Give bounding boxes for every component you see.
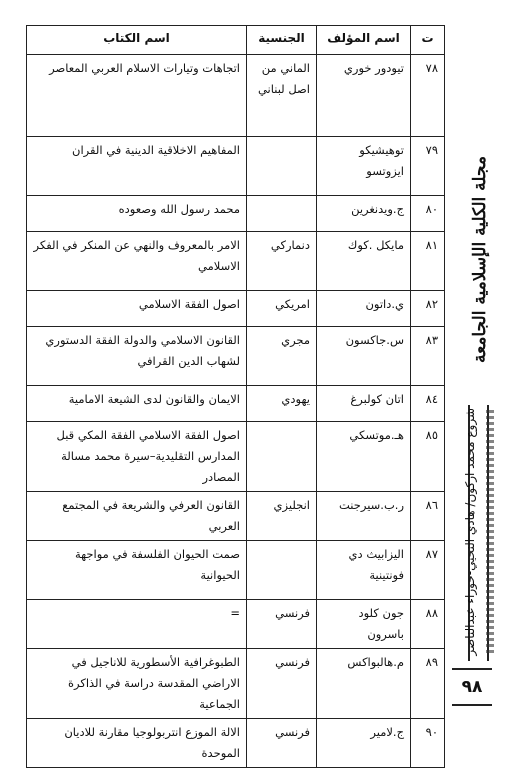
table-row [27,327,445,386]
header-nationality: الجنسية [247,26,317,55]
row-nationality: انجليزي [247,492,317,541]
table-row [27,55,445,137]
row-number: ٨٨ [411,600,445,649]
header-title: اسم الكتاب [27,26,247,55]
row-author: ج.لامير [317,719,411,768]
row-author: تيودور خوري [317,55,411,137]
table-row [27,196,445,232]
row-nationality [247,541,317,600]
row-number: ٨٥ [411,422,445,492]
row-title: القانون الاسلامي والدولة الفقة الدستوري لشهاب الدين القرافي [27,327,247,386]
table-row [27,386,445,422]
row-number: ٨٧ [411,541,445,600]
row-nationality: دنماركي [247,232,317,291]
row-author: مايكل .كوك [317,232,411,291]
row-nationality [247,196,317,232]
row-title: اصول الفقة الاسلامي الفقة المكي قبل المدارس التقليدية–سيرة محمد مسالة المصادر [27,422,247,492]
table-row [27,232,445,291]
row-author: ي.داتون [317,291,411,327]
row-author: اليزابيث دي فونتينية [317,541,411,600]
table-row [27,492,445,541]
table-row [27,649,445,719]
table-row [27,719,445,768]
running-head-text: شروع محمد اركون/ هادي النحيي-حوراء عبدالناصر [463,408,477,656]
row-nationality: مجري [247,327,317,386]
decorative-border [486,410,494,654]
header-author: اسم المؤلف [317,26,411,55]
table-header-row [27,26,445,55]
row-title: صمت الحيوان الفلسفة في مواجهة الحيوانية [27,541,247,600]
row-nationality: فرنسي [247,649,317,719]
row-title: = [27,600,247,649]
row-nationality: يهودي [247,386,317,422]
row-number: ٧٩ [411,137,445,196]
row-title: محمد رسول الله وصعوده [27,196,247,232]
row-nationality [247,422,317,492]
table-row [27,137,445,196]
row-author: جون كلود باسرون [317,600,411,649]
row-author: اتان كولبرغ [317,386,411,422]
row-title: الامر بالمعروف والنهي عن المنكر في الفكر الاسلامي [27,232,247,291]
row-nationality: فرنسي [247,600,317,649]
books-table [26,25,445,768]
row-nationality: فرنسي [247,719,317,768]
row-number: ٩٠ [411,719,445,768]
row-nationality: امريكي [247,291,317,327]
row-title: القانون العرفي والشريعة في المجتمع العربي [27,492,247,541]
row-number: ٨٦ [411,492,445,541]
row-number: ٧٨ [411,55,445,137]
row-author: س.جاكسون [317,327,411,386]
running-head [450,410,490,654]
table-row [27,291,445,327]
row-title: الالة الموزع انتربولوجيا مقارنة للاديان الموحدة [27,719,247,768]
row-author: هـ.موتسكي [317,422,411,492]
row-nationality: الماني من اصل لبناني [247,55,317,137]
row-number: ٨٠ [411,196,445,232]
row-author: م.هالبواكس [317,649,411,719]
table-row [27,600,445,649]
journal-logo [453,156,507,364]
row-number: ٨٣ [411,327,445,386]
row-author: ج.ويدنغرين [317,196,411,232]
row-title: اتجاهات وتيارات الاسلام العربي المعاصر [27,55,247,137]
table-row [27,541,445,600]
row-number: ٨٩ [411,649,445,719]
row-title: اصول الفقة الاسلامي [27,291,247,327]
row-author: توهيشيكو ايزوتسو [317,137,411,196]
row-author: ر.ب.سيرجنت [317,492,411,541]
row-number: ٨٢ [411,291,445,327]
journal-logo-text: مجلة الكلية الإسلامية الجامعة [470,156,490,364]
row-number: ٨٤ [411,386,445,422]
row-title: الايمان والقانون لدى الشيعة الامامية [27,386,247,422]
row-number: ٨١ [411,232,445,291]
header-num: ت [411,26,445,55]
row-title: الطبوغرافية الأسطورية للاناجيل في الاراضي المقدسة دراسة في الذاكرة الجماعية [27,649,247,719]
row-nationality [247,137,317,196]
page-number: ٩٨ [452,668,492,706]
row-title: المفاهيم الاخلاقية الدينية في القران [27,137,247,196]
table-row [27,422,445,492]
